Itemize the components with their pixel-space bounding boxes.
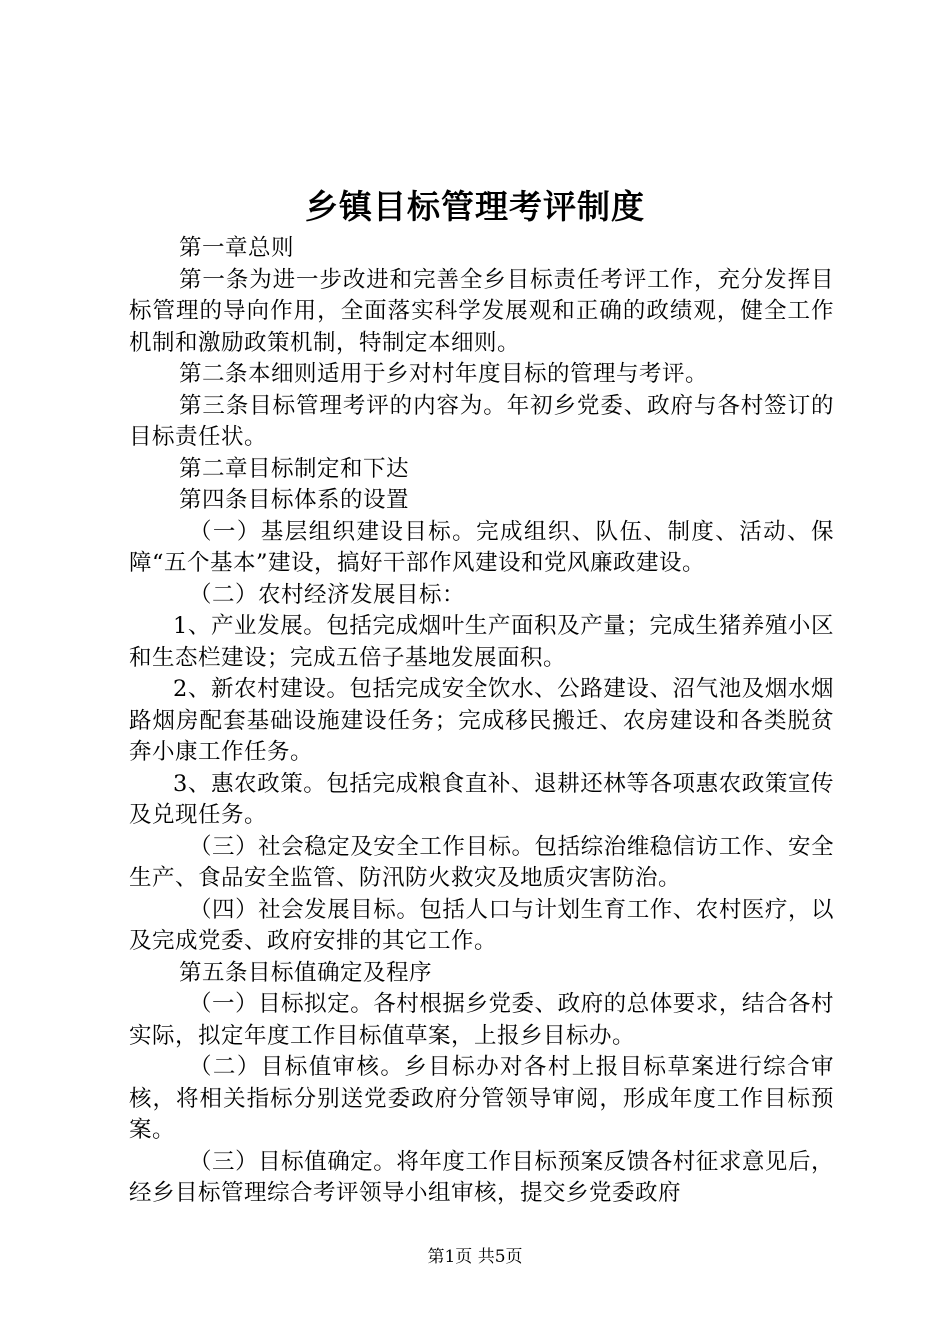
body-paragraph: 第一章总则 bbox=[179, 235, 295, 261]
document-body bbox=[129, 233, 834, 1210]
document-title: 乡镇目标管理考评制度 bbox=[305, 187, 645, 226]
body-paragraph: （二）目标值审核。乡目标办对各村上报目标草案进行综合审核，将相关指标分别送党委政府分管领导审阅，形成年度工作目标预案。 bbox=[129, 1054, 834, 1143]
body-paragraph: （四）社会发展目标。包括人口与计划生育工作、农村医疗，以及完成党委、政府安排的其它工作。 bbox=[129, 896, 834, 954]
body-paragraph: 第四条目标体系的设置 bbox=[179, 487, 410, 513]
body-paragraph: 3、惠农政策。包括完成粮食直补、退耕还林等各项惠农政策宣传及兑现任务。 bbox=[129, 770, 834, 828]
body-paragraph: 第二章目标制定和下达 bbox=[179, 455, 410, 482]
body-paragraph: 第一条为进一步改进和完善全乡目标责任考评工作，充分发挥目标管理的导向作用，全面落实科学发展观和正确的政绩观，健全工作机制和激励政策机制，特制定本细则。 bbox=[129, 266, 834, 356]
body-paragraph: （三）目标值确定。将年度工作目标预案反馈各村征求意见后，经乡目标管理综合考评领导小组审核，提交乡党委政府 bbox=[129, 1148, 834, 1206]
body-paragraph: 第二条本细则适用于乡对村年度目标的管理与考评。 bbox=[179, 361, 709, 387]
body-paragraph: 2、新农村建设。包括完成安全饮水、公路建设、沼气池及烟水烟路烟房配套基础设施建设任务；完成移民搬迁、农房建设和各类脱贫奔小康工作任务。 bbox=[129, 676, 834, 765]
body-paragraph: 1、产业发展。包括完成烟叶生产面积及产量；完成生猪养殖小区和生态栏建设；完成五倍子基地发展面积。 bbox=[129, 613, 834, 671]
body-paragraph: （一）基层组织建设目标。完成组织、队伍、制度、活动、保障“五个基本”建设，搞好干部作风建设和党风廉政建设。 bbox=[129, 518, 834, 576]
body-paragraph: （一）目标拟定。各村根据乡党委、政府的总体要求，结合各村实际，拟定年度工作目标值草案，上报乡目标办。 bbox=[129, 991, 834, 1049]
body-paragraph: 第五条目标值确定及程序 bbox=[179, 959, 433, 986]
body-paragraph: （二）农村经济发展目标： bbox=[189, 581, 466, 608]
page-number-footer: 第1页 共5页 bbox=[427, 1247, 523, 1267]
body-paragraph: （三）社会稳定及安全工作目标。包括综治维稳信访工作、安全生产、食品安全监管、防汛防火救灾及地质灾害防治。 bbox=[129, 833, 834, 891]
body-paragraph: 第三条目标管理考评的内容为。年初乡党委、政府与各村签订的目标责任状。 bbox=[129, 392, 834, 450]
